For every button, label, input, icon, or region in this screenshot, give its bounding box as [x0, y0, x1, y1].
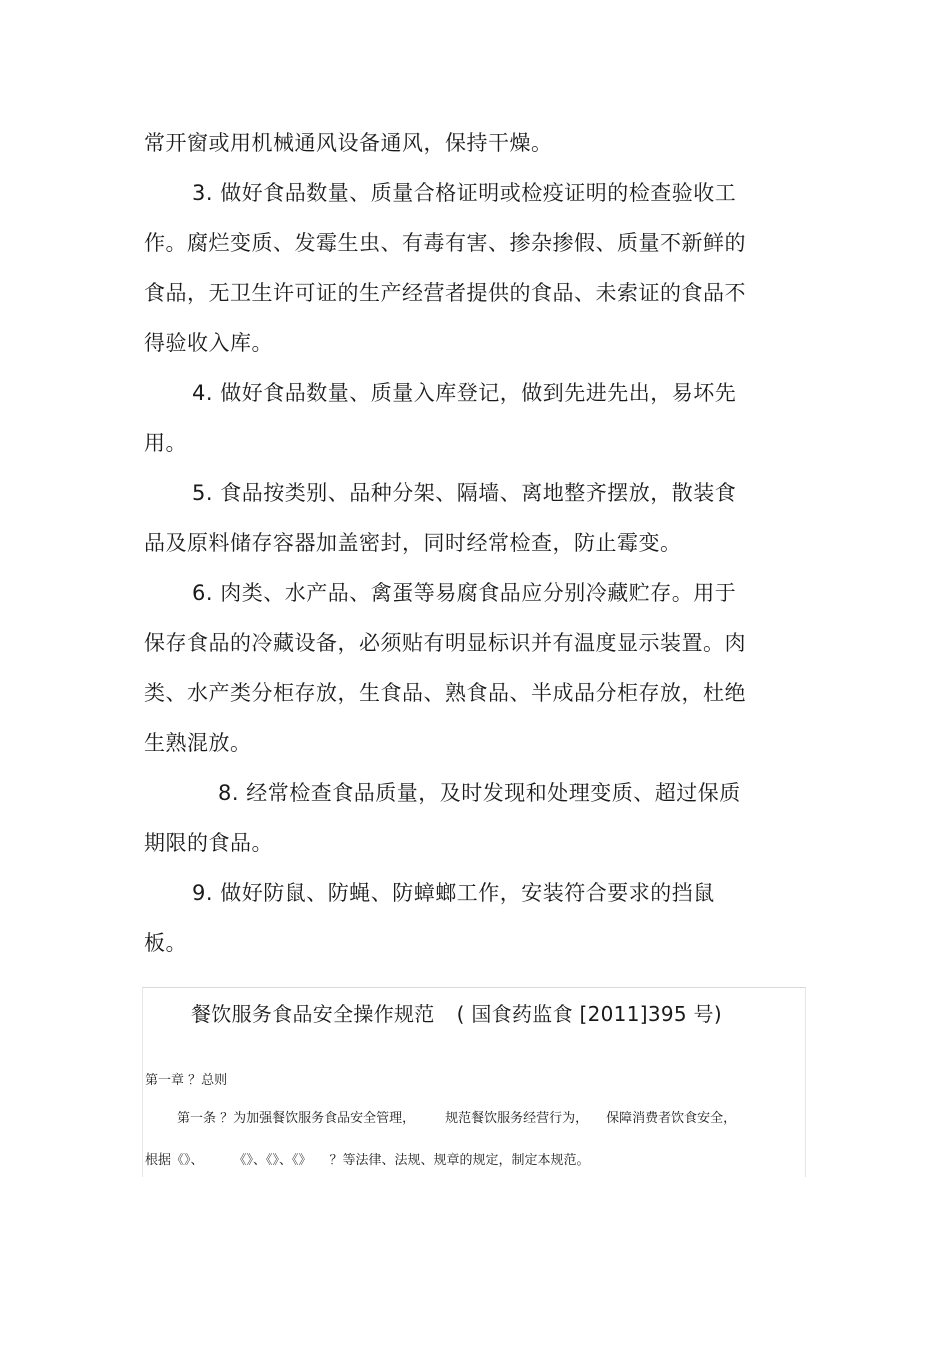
- article-one-part-c: 保障消费者饮食安全，: [606, 1111, 737, 1126]
- article-two-part-c: ？等法律、法规、规章的规定，制定本规范。: [329, 1153, 590, 1168]
- regulation-title: [191, 1000, 722, 1028]
- paragraph-rule-8: 8. 经常检查食品质量，及时发现和处理变质、超过保质期限的食品。: [144, 781, 741, 855]
- article-two-part-a: 根据《》、: [145, 1153, 204, 1168]
- paragraph-rule-4: 4. 做好食品数量、质量入库登记，做到先进先出，易坏先用。: [144, 381, 737, 455]
- article-two-part-b: 《》、《》、《》: [233, 1153, 312, 1168]
- storage-rules-text: [144, 118, 754, 968]
- paragraph-rule-6: 6. 肉类、水产品、禽蛋等易腐食品应分别冷藏贮存。用于保存食品的冷藏设备，必须贴有明显标识并有温度显示装置。肉类、水产类分柜存放，生食品、熟食品、半成品分柜存放，杜绝生熟混放。: [144, 581, 746, 755]
- article-one-part-a: 第一条 ？为加强餐饮服务食品安全管理，: [177, 1111, 416, 1126]
- regulation-reference-number: ( 国食药监食 [2011]395 号): [456, 1002, 722, 1026]
- embedded-regulation-excerpt: [142, 987, 806, 1177]
- paragraph-rule-3: 3. 做好食品数量、质量合格证明或检疫证明的检查验收工作。腐烂变质、发霉生虫、有毒有害、掺杂掺假、质量不新鲜的食品，无卫生许可证的生产经营者提供的食品、未索证的食品不得验收入库。: [144, 181, 746, 355]
- chapter-heading: 第一章 ？总则: [145, 1073, 228, 1088]
- regulation-title-text: 餐饮服务食品安全操作规范: [191, 1002, 435, 1026]
- article-one-line-1: [177, 1110, 736, 1128]
- paragraph-ventilation: 常开窗或用机械通风设备通风，保持干燥。: [144, 131, 553, 155]
- paragraph-rule-9: 9. 做好防鼠、防蝇、防蟑螂工作，安装符合要求的挡鼠板。: [144, 881, 715, 955]
- article-one-part-b: 规范餐饮服务经营行为，: [445, 1111, 589, 1126]
- paragraph-rule-5: 5. 食品按类别、品种分架、隔墙、离地整齐摆放，散装食品及原料储存容器加盖密封，同时经常检查，防止霉变。: [144, 481, 737, 555]
- article-one-line-2: [145, 1152, 590, 1170]
